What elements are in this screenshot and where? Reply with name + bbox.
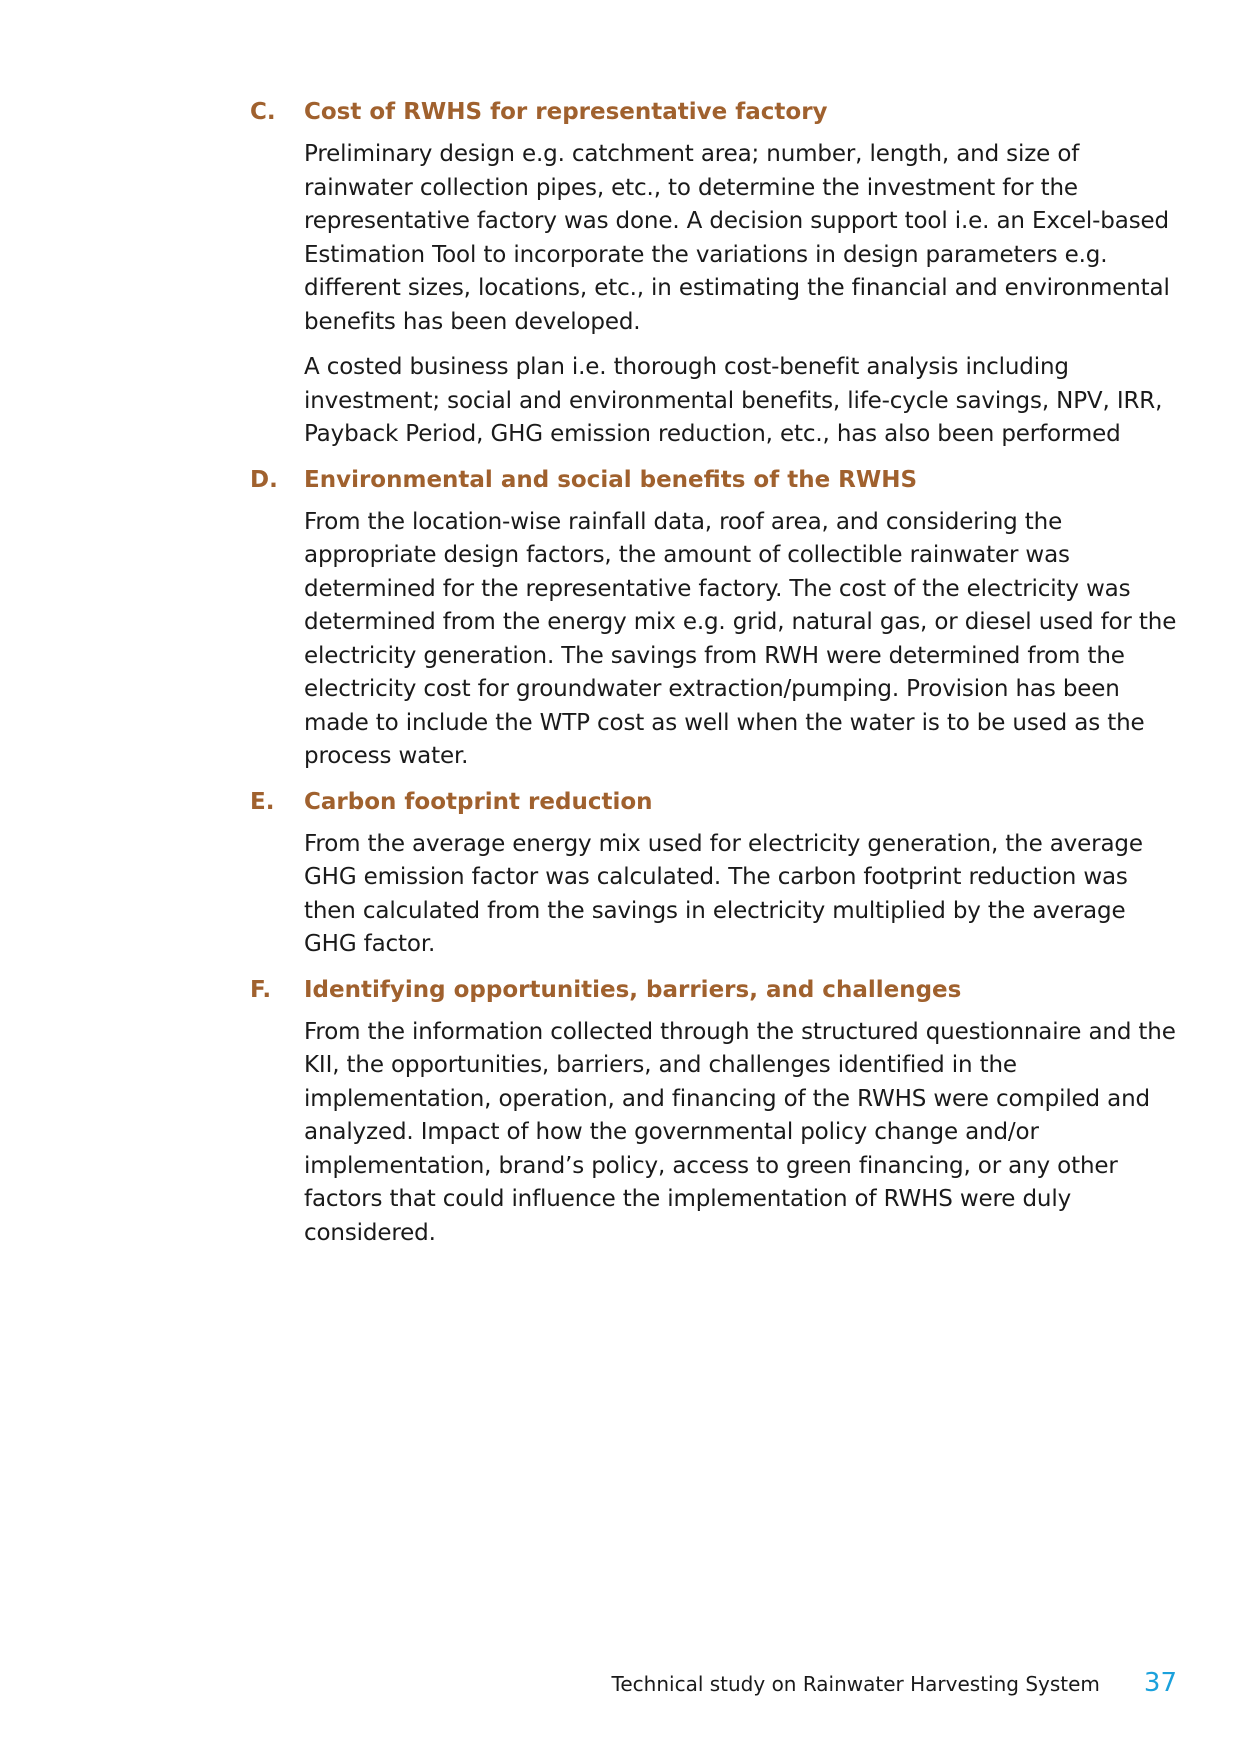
section-title: Carbon footprint reduction: [304, 788, 653, 815]
section-heading: [250, 464, 1180, 496]
section-heading: [250, 786, 1180, 818]
paragraph: From the average energy mix used for electricity generation, the average GHG emission factor was calculated. The carbon footprint reduction was then calculated from the savings in electricity multiplied by the average GHG factor.: [304, 830, 1143, 957]
section-title: Identifying opportunities, barriers, and challenges: [304, 976, 962, 1003]
section-letter: D.: [250, 466, 278, 493]
section-title: Environmental and social benefits of the RWHS: [304, 466, 918, 493]
section-letter: E.: [250, 788, 275, 815]
section-title: Cost of RWHS for representative factory: [304, 99, 828, 125]
section-heading: [250, 96, 1180, 128]
section-c: [250, 96, 1180, 452]
section-e: [250, 786, 1180, 962]
page-footer: [612, 1668, 1177, 1698]
section-f: [250, 974, 1180, 1251]
section-heading: [250, 974, 1180, 1006]
document-body: [250, 96, 1180, 1262]
section-letter: F.: [250, 976, 272, 1003]
section-d: [250, 464, 1180, 774]
paragraph: From the location-wise rainfall data, roof area, and considering the appropriate design factors, the amount of collectible rainwater was determined for the representative factory. The cost of the electricity was determined from the energy mix e.g. grid, natural gas, or diesel used for the electricity generation. The savings from RWH were determined from the electricity cost for groundwater extraction/pumping. Provision has been made to include the WTP cost as well when the water is to be used as the process water.: [304, 508, 1177, 769]
paragraph: A costed business plan i.e. thorough cost-benefit analysis including investment; social and environmental benefits, life-cycle savings, NPV, IRR, Payback Period, GHG emission reduction, etc., has also been performed: [304, 354, 1163, 447]
paragraph: Preliminary design e.g. catchment area; number, length, and size of rainwater collection pipes, etc., to determine the investment for the representative factory was done. A decision support tool i.e. an Excel-based Estimation Tool to incorporate the variations in design parameters e.g. different sizes, locations, etc., in estimating the financial and environmental benefits has been developed.: [304, 141, 1170, 335]
paragraph: From the information collected through the structured questionnaire and the KII, the opportunities, barriers, and challenges identified in the implementation, operation, and financing of the RWHS were compiled and analyzed. Impact of how the governmental policy change and/or implementation, brand’s policy, access to green financing, or any other factors that could influence the implementation of RWHS were duly considered.: [304, 1018, 1176, 1246]
page-number: 37: [1143, 1668, 1177, 1698]
section-letter: C.: [250, 99, 276, 125]
footer-title: Technical study on Rainwater Harvesting System: [611, 1672, 1100, 1696]
